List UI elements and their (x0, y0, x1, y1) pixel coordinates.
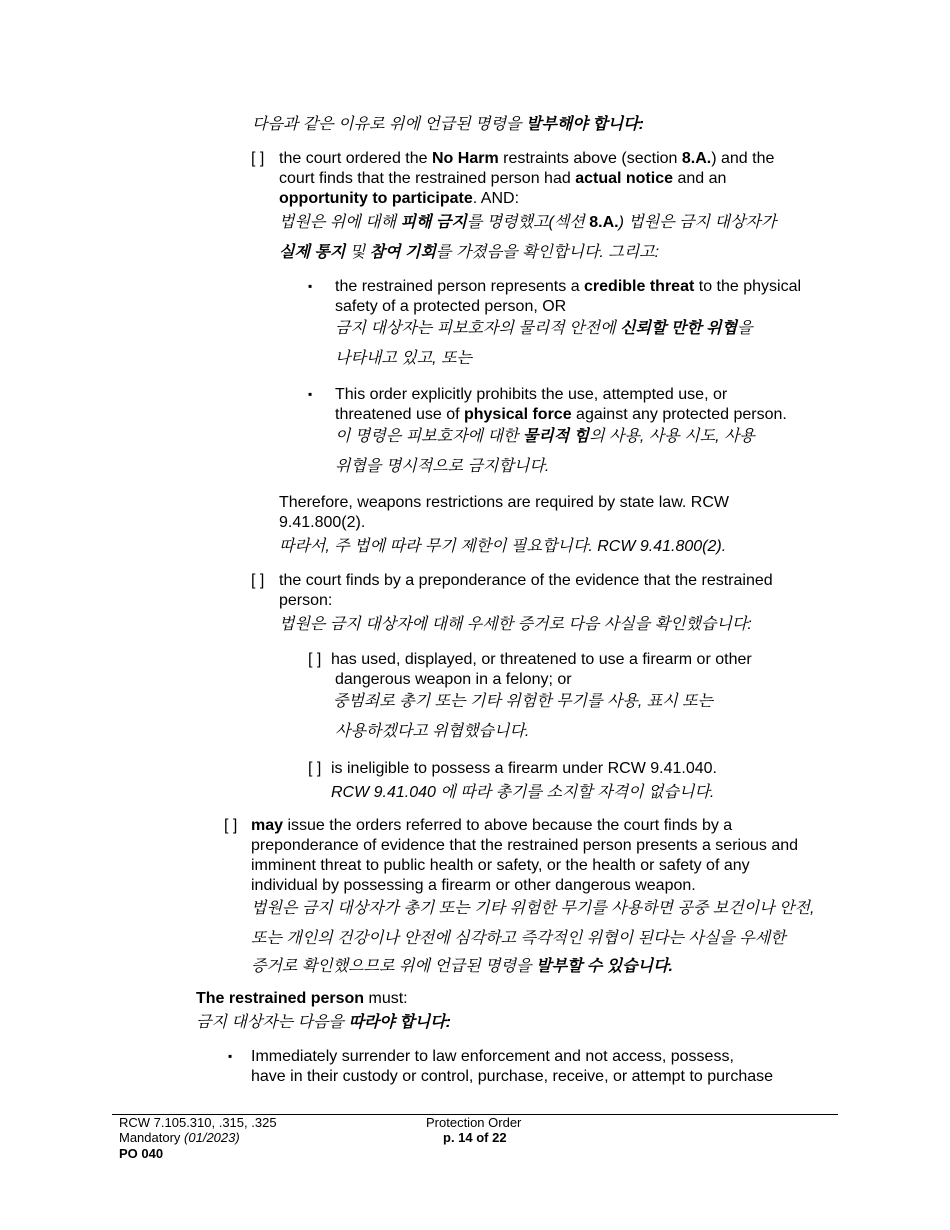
text: 이 명령은 피보호자에 대한 (335, 428, 523, 445)
text-bold: 신뢰할 만한 위협 (619, 320, 738, 337)
item3-ko2: 또는 개인의 건강이나 안전에 심각하고 즉각적인 위협이 된다는 사실을 우세한 (251, 930, 786, 947)
text: court finds that the restrained person had (279, 170, 576, 187)
text: Mandatory (119, 1130, 185, 1145)
text: to the physical (694, 278, 802, 295)
sub2-line1: is ineligible to possess a firearm under RCW 9.41.040. (331, 760, 717, 777)
checkbox-item2[interactable]: [ ] (251, 572, 265, 589)
must-ko (196, 1013, 451, 1033)
item2-line1: the court finds by a preponderance of the evidence that the restrained (279, 572, 773, 589)
bullet1-line1 (335, 277, 801, 297)
bullet2-ko2: 위협을 명시적으로 금지합니다. (335, 458, 550, 475)
bullet2-line2 (335, 405, 787, 425)
text: and an (673, 170, 727, 187)
item2-line2: person: (279, 592, 333, 609)
text: ) 법원은 금지 대상자가 (618, 214, 777, 231)
text: 법원은 위에 대해 (279, 214, 401, 231)
bullet1-line2: safety of a protected person, OR (335, 298, 567, 315)
item1-line1 (279, 149, 774, 169)
sub1-ko2: 사용하겠다고 위협했습니다. (335, 723, 530, 740)
text: 금지 대상자는 피보호자의 물리적 안전에 (335, 320, 620, 337)
bullet1-ko1 (335, 319, 753, 339)
sub1-ko1: 중범죄로 총기 또는 기타 위험한 무기를 사용, 표시 또는 (333, 693, 714, 710)
text-bold: 발부할 수 있습니다. (535, 958, 673, 975)
text: 의 사용, 사용 시도, 사용 (589, 428, 755, 445)
item3-line1 (251, 816, 732, 836)
therefore-line1: Therefore, weapons restrictions are required by state law. RCW (279, 494, 729, 511)
text: issue the orders referred to above because the court finds by a (283, 817, 733, 834)
footer-page: p. 14 of 22 (443, 1130, 507, 1145)
checkbox-item1[interactable]: [ ] (251, 150, 265, 167)
item1-line3 (279, 189, 519, 209)
text: 증거로 확인했으므로 위에 언급된 명령을 (251, 958, 536, 975)
checkbox-sub2[interactable]: [ ] (308, 760, 322, 777)
text-bold: 8.A. (589, 214, 619, 231)
text: against any protected person. (571, 406, 787, 423)
checkbox-item3[interactable]: [ ] (224, 817, 238, 834)
bullet-icon: ▪ (228, 1049, 233, 1063)
text: 를 명령했고(섹션 (466, 214, 590, 231)
text-bold: 피해 금지 (400, 214, 467, 231)
intro-ko (252, 115, 644, 135)
bullet-icon: ▪ (308, 387, 313, 401)
text-italic: (01/2023) (184, 1130, 240, 1145)
text: the restrained person represents a (335, 278, 585, 295)
footer-form: PO 040 (119, 1146, 164, 1161)
text-bold: 물리적 힘 (522, 428, 590, 445)
text: the court ordered the (279, 150, 432, 167)
bullet1-ko2: 나타내고 있고, 또는 (335, 350, 472, 367)
text-bold: 발부해야 합니다: (525, 116, 644, 133)
text: restraints above (section (498, 150, 682, 167)
text-bold: 참여 기회 (369, 244, 436, 261)
item1-ko1 (279, 213, 776, 233)
must-bullet-line1: Immediately surrender to law enforcement and not access, possess, (251, 1048, 734, 1065)
item3-ko3 (251, 957, 673, 977)
text-bold: may (251, 817, 284, 834)
text-bold: actual notice (575, 170, 673, 187)
text: ) and the (711, 150, 775, 167)
item3-line4: individual by possessing a firearm or other dangerous weapon. (251, 877, 696, 894)
text: 를 가졌음을 확인합니다. 그리고: (435, 244, 660, 261)
text-bold: 실제 통지 (279, 244, 346, 261)
item1-ko2 (279, 243, 659, 263)
item3-line3: imminent threat to public health or safety, or the health or safety of any (251, 857, 750, 874)
text-bold: The restrained person (196, 990, 365, 1007)
text: 다음과 같은 이유로 위에 언급된 명령을 (252, 116, 526, 133)
item2-ko: 법원은 금지 대상자에 대해 우세한 증거로 다음 사실을 확인했습니다: (279, 616, 752, 633)
bullet2-line1: This order explicitly prohibits the use, attempted use, or (335, 386, 728, 403)
text-bold: No Harm (431, 150, 499, 167)
text-bold: 8.A. (681, 150, 712, 167)
sub1-line1: has used, displayed, or threatened to use a firearm or other (331, 651, 752, 668)
text: must: (364, 990, 408, 1007)
text: threatened use of (335, 406, 464, 423)
footer-title: Protection Order (426, 1115, 522, 1130)
footer-mandatory (119, 1130, 240, 1145)
text-bold: credible threat (584, 278, 695, 295)
text: 을 (737, 320, 753, 337)
text-bold: physical force (463, 406, 572, 423)
sub1-line2: dangerous weapon in a felony; or (335, 671, 572, 688)
text: 금지 대상자는 다음을 (196, 1014, 349, 1031)
footer-rcw: RCW 7.105.310, .315, .325 (119, 1115, 277, 1130)
text-bold: 따라야 합니다: (348, 1014, 451, 1031)
sub2-ko: RCW 9.41.040 에 따라 총기를 소지할 자격이 없습니다. (331, 784, 715, 801)
checkbox-sub1[interactable]: [ ] (308, 651, 322, 668)
text-bold: opportunity to participate (279, 190, 473, 207)
text: . AND: (472, 190, 520, 207)
item1-line2 (279, 169, 726, 189)
bullet2-ko1 (335, 427, 755, 447)
item3-ko1: 법원은 금지 대상자가 총기 또는 기타 위험한 무기를 사용하면 공중 보건이나 안전, (251, 900, 815, 917)
bullet-icon: ▪ (308, 279, 313, 293)
item3-line2: preponderance of evidence that the restrained person presents a serious and (251, 837, 799, 854)
text: 및 (345, 244, 370, 261)
therefore-line2: 9.41.800(2). (279, 514, 366, 531)
therefore-ko: 따라서, 주 법에 따라 무기 제한이 필요합니다. RCW 9.41.800(2). (279, 538, 727, 555)
must-heading (196, 989, 408, 1009)
must-bullet-line2: have in their custody or control, purchase, receive, or attempt to purchase (251, 1068, 774, 1085)
